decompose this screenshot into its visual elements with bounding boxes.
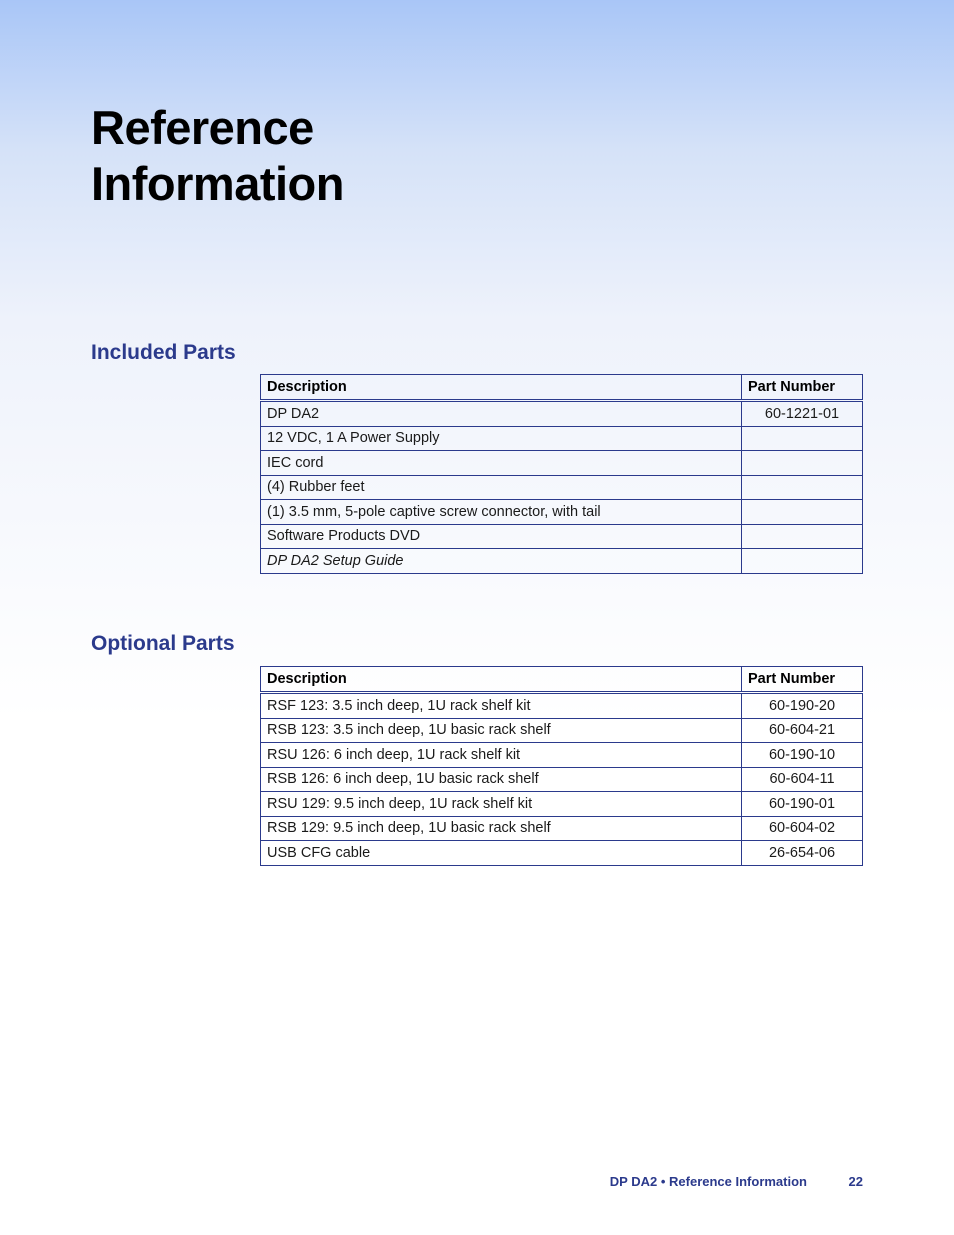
row-description: (1) 3.5 mm, 5-pole captive screw connector, with tail: [261, 500, 742, 525]
row-part-number: [742, 549, 863, 574]
table-row: [261, 549, 863, 574]
row-part-number: 60-604-11: [742, 767, 863, 792]
row-description: 12 VDC, 1 A Power Supply: [261, 426, 742, 451]
row-description: IEC cord: [261, 451, 742, 476]
row-description: RSB 123: 3.5 inch deep, 1U basic rack shelf: [261, 718, 742, 743]
table-row: [261, 816, 863, 841]
row-description: (4) Rubber feet: [261, 475, 742, 500]
table-row: [261, 401, 863, 427]
row-part-number: [742, 426, 863, 451]
row-part-number: 60-190-20: [742, 693, 863, 719]
table-header-row: [261, 667, 863, 693]
column-header-part-number: Part Number: [742, 667, 863, 693]
table-row: [261, 767, 863, 792]
table-row: [261, 451, 863, 476]
row-part-number: [742, 524, 863, 549]
table-row: [261, 792, 863, 817]
table-row: [261, 718, 863, 743]
row-description: RSB 126: 6 inch deep, 1U basic rack shelf: [261, 767, 742, 792]
page-number: 22: [848, 1174, 863, 1189]
column-header-description: Description: [261, 375, 742, 401]
table-row: [261, 841, 863, 866]
row-description: RSU 126: 6 inch deep, 1U rack shelf kit: [261, 743, 742, 768]
row-part-number: [742, 475, 863, 500]
row-part-number: 60-604-02: [742, 816, 863, 841]
column-header-description: Description: [261, 667, 742, 693]
row-description: RSB 129: 9.5 inch deep, 1U basic rack shelf: [261, 816, 742, 841]
row-description: DP DA2: [261, 401, 742, 427]
page-title: [91, 100, 591, 212]
row-part-number: 26-654-06: [742, 841, 863, 866]
row-description: USB CFG cable: [261, 841, 742, 866]
row-part-number: 60-190-10: [742, 743, 863, 768]
column-header-part-number: Part Number: [742, 375, 863, 401]
table-row: [261, 475, 863, 500]
included-parts-heading: Included Parts: [91, 341, 236, 364]
table-row: [261, 743, 863, 768]
row-description: Software Products DVD: [261, 524, 742, 549]
row-description: RSF 123: 3.5 inch deep, 1U rack shelf kit: [261, 693, 742, 719]
row-part-number: 60-1221-01: [742, 401, 863, 427]
row-part-number: [742, 451, 863, 476]
page-title-line1: Reference: [91, 101, 314, 154]
table-row: [261, 426, 863, 451]
optional-parts-table: [260, 666, 863, 866]
table-row: [261, 524, 863, 549]
row-part-number: 60-190-01: [742, 792, 863, 817]
table-row: [261, 500, 863, 525]
optional-parts-heading: Optional Parts: [91, 632, 235, 655]
row-part-number: 60-604-21: [742, 718, 863, 743]
included-parts-table: [260, 374, 863, 574]
row-description: RSU 129: 9.5 inch deep, 1U rack shelf kit: [261, 792, 742, 817]
table-row: [261, 693, 863, 719]
table-header-row: [261, 375, 863, 401]
row-part-number: [742, 500, 863, 525]
footer-title: DP DA2 • Reference Information: [609, 1174, 807, 1189]
row-description: DP DA2 Setup Guide: [261, 549, 742, 574]
page-title-line2: Information: [91, 157, 344, 210]
